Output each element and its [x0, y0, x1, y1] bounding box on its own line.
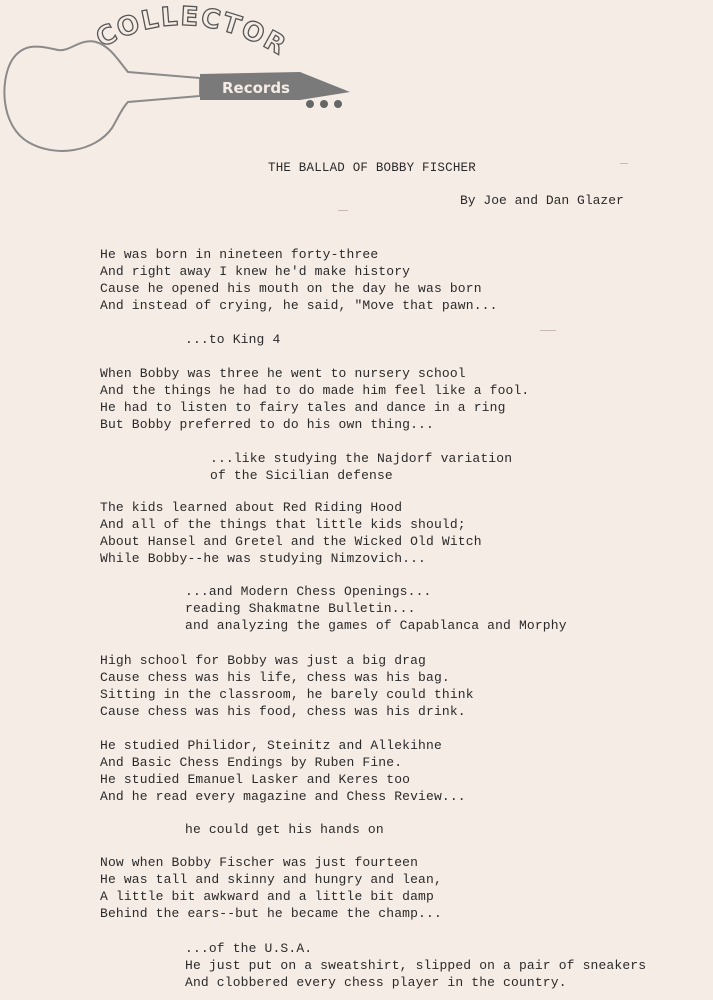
lyric-line: of the Sicilian defense — [210, 468, 393, 483]
logo-records-text: Records — [222, 79, 290, 97]
lyric-line: And clobbered every chess player in the country. — [185, 975, 567, 990]
lyric-line: he could get his hands on — [185, 822, 384, 837]
paper-speck — [338, 210, 348, 211]
lyric-line: He just put on a sweatshirt, slipped on a pair of sneakers — [185, 958, 647, 973]
lyric-line: Cause chess was his life, chess was his bag. — [100, 670, 450, 685]
lyric-line: reading Shakmatne Bulletin... — [185, 601, 416, 616]
lyric-line: ...and Modern Chess Openings... — [185, 584, 432, 599]
lyric-line: And he read every magazine and Chess Review... — [100, 789, 466, 804]
lyric-line: While Bobby--he was studying Nimzovich... — [100, 551, 427, 566]
lyric-line: Cause chess was his food, chess was his drink. — [100, 704, 466, 719]
byline: By Joe and Dan Glazer — [460, 193, 624, 208]
song-title: THE BALLAD OF BOBBY FISCHER — [268, 161, 476, 175]
lyric-line: ...of the U.S.A. — [185, 941, 313, 956]
lyric-line: But Bobby preferred to do his own thing... — [100, 417, 434, 432]
lyric-line: When Bobby was three he went to nursery school — [100, 366, 466, 381]
lyric-line: ...to King 4 — [185, 332, 281, 347]
lyric-line: He studied Philidor, Steinitz and Allekihne — [100, 738, 442, 753]
guitar-body-outline — [4, 41, 200, 151]
logo-brand-text: COLLECTOR — [91, 1, 293, 63]
lyric-line: And instead of crying, he said, "Move that pawn... — [100, 298, 498, 313]
tuning-peg — [306, 100, 314, 108]
lyric-line: And the things he had to do made him feel like a fool. — [100, 383, 530, 398]
lyric-line: And all of the things that little kids should; — [100, 517, 466, 532]
lyric-line: and analyzing the games of Capablanca and Morphy — [185, 618, 567, 633]
lyric-line: The kids learned about Red Riding Hood — [100, 500, 403, 515]
lyric-line: A little bit awkward and a little bit damp — [100, 889, 434, 904]
lyric-line: Behind the ears--but he became the champ... — [100, 906, 442, 921]
lyric-line: About Hansel and Gretel and the Wicked Old Witch — [100, 534, 482, 549]
paper-speck — [540, 330, 556, 331]
paper-speck — [620, 163, 628, 164]
lyric-line: Cause he opened his mouth on the day he was born — [100, 281, 482, 296]
lyric-line: High school for Bobby was just a big drag — [100, 653, 427, 668]
lyric-line: ...like studying the Najdorf variation — [210, 451, 513, 466]
tuning-peg — [334, 100, 342, 108]
collector-records-logo — [0, 0, 360, 160]
lyric-line: And Basic Chess Endings by Ruben Fine. — [100, 755, 403, 770]
tuning-peg — [320, 100, 328, 108]
lyric-line: Sitting in the classroom, he barely could think — [100, 687, 474, 702]
lyric-line: He was born in nineteen forty-three — [100, 247, 379, 262]
lyric-line: He studied Emanuel Lasker and Keres too — [100, 772, 411, 787]
lyric-line: He had to listen to fairy tales and dance in a ring — [100, 400, 506, 415]
lyric-line: And right away I knew he'd make history — [100, 264, 411, 279]
lyric-line: He was tall and skinny and hungry and lean, — [100, 872, 442, 887]
lyric-line: Now when Bobby Fischer was just fourteen — [100, 855, 419, 870]
